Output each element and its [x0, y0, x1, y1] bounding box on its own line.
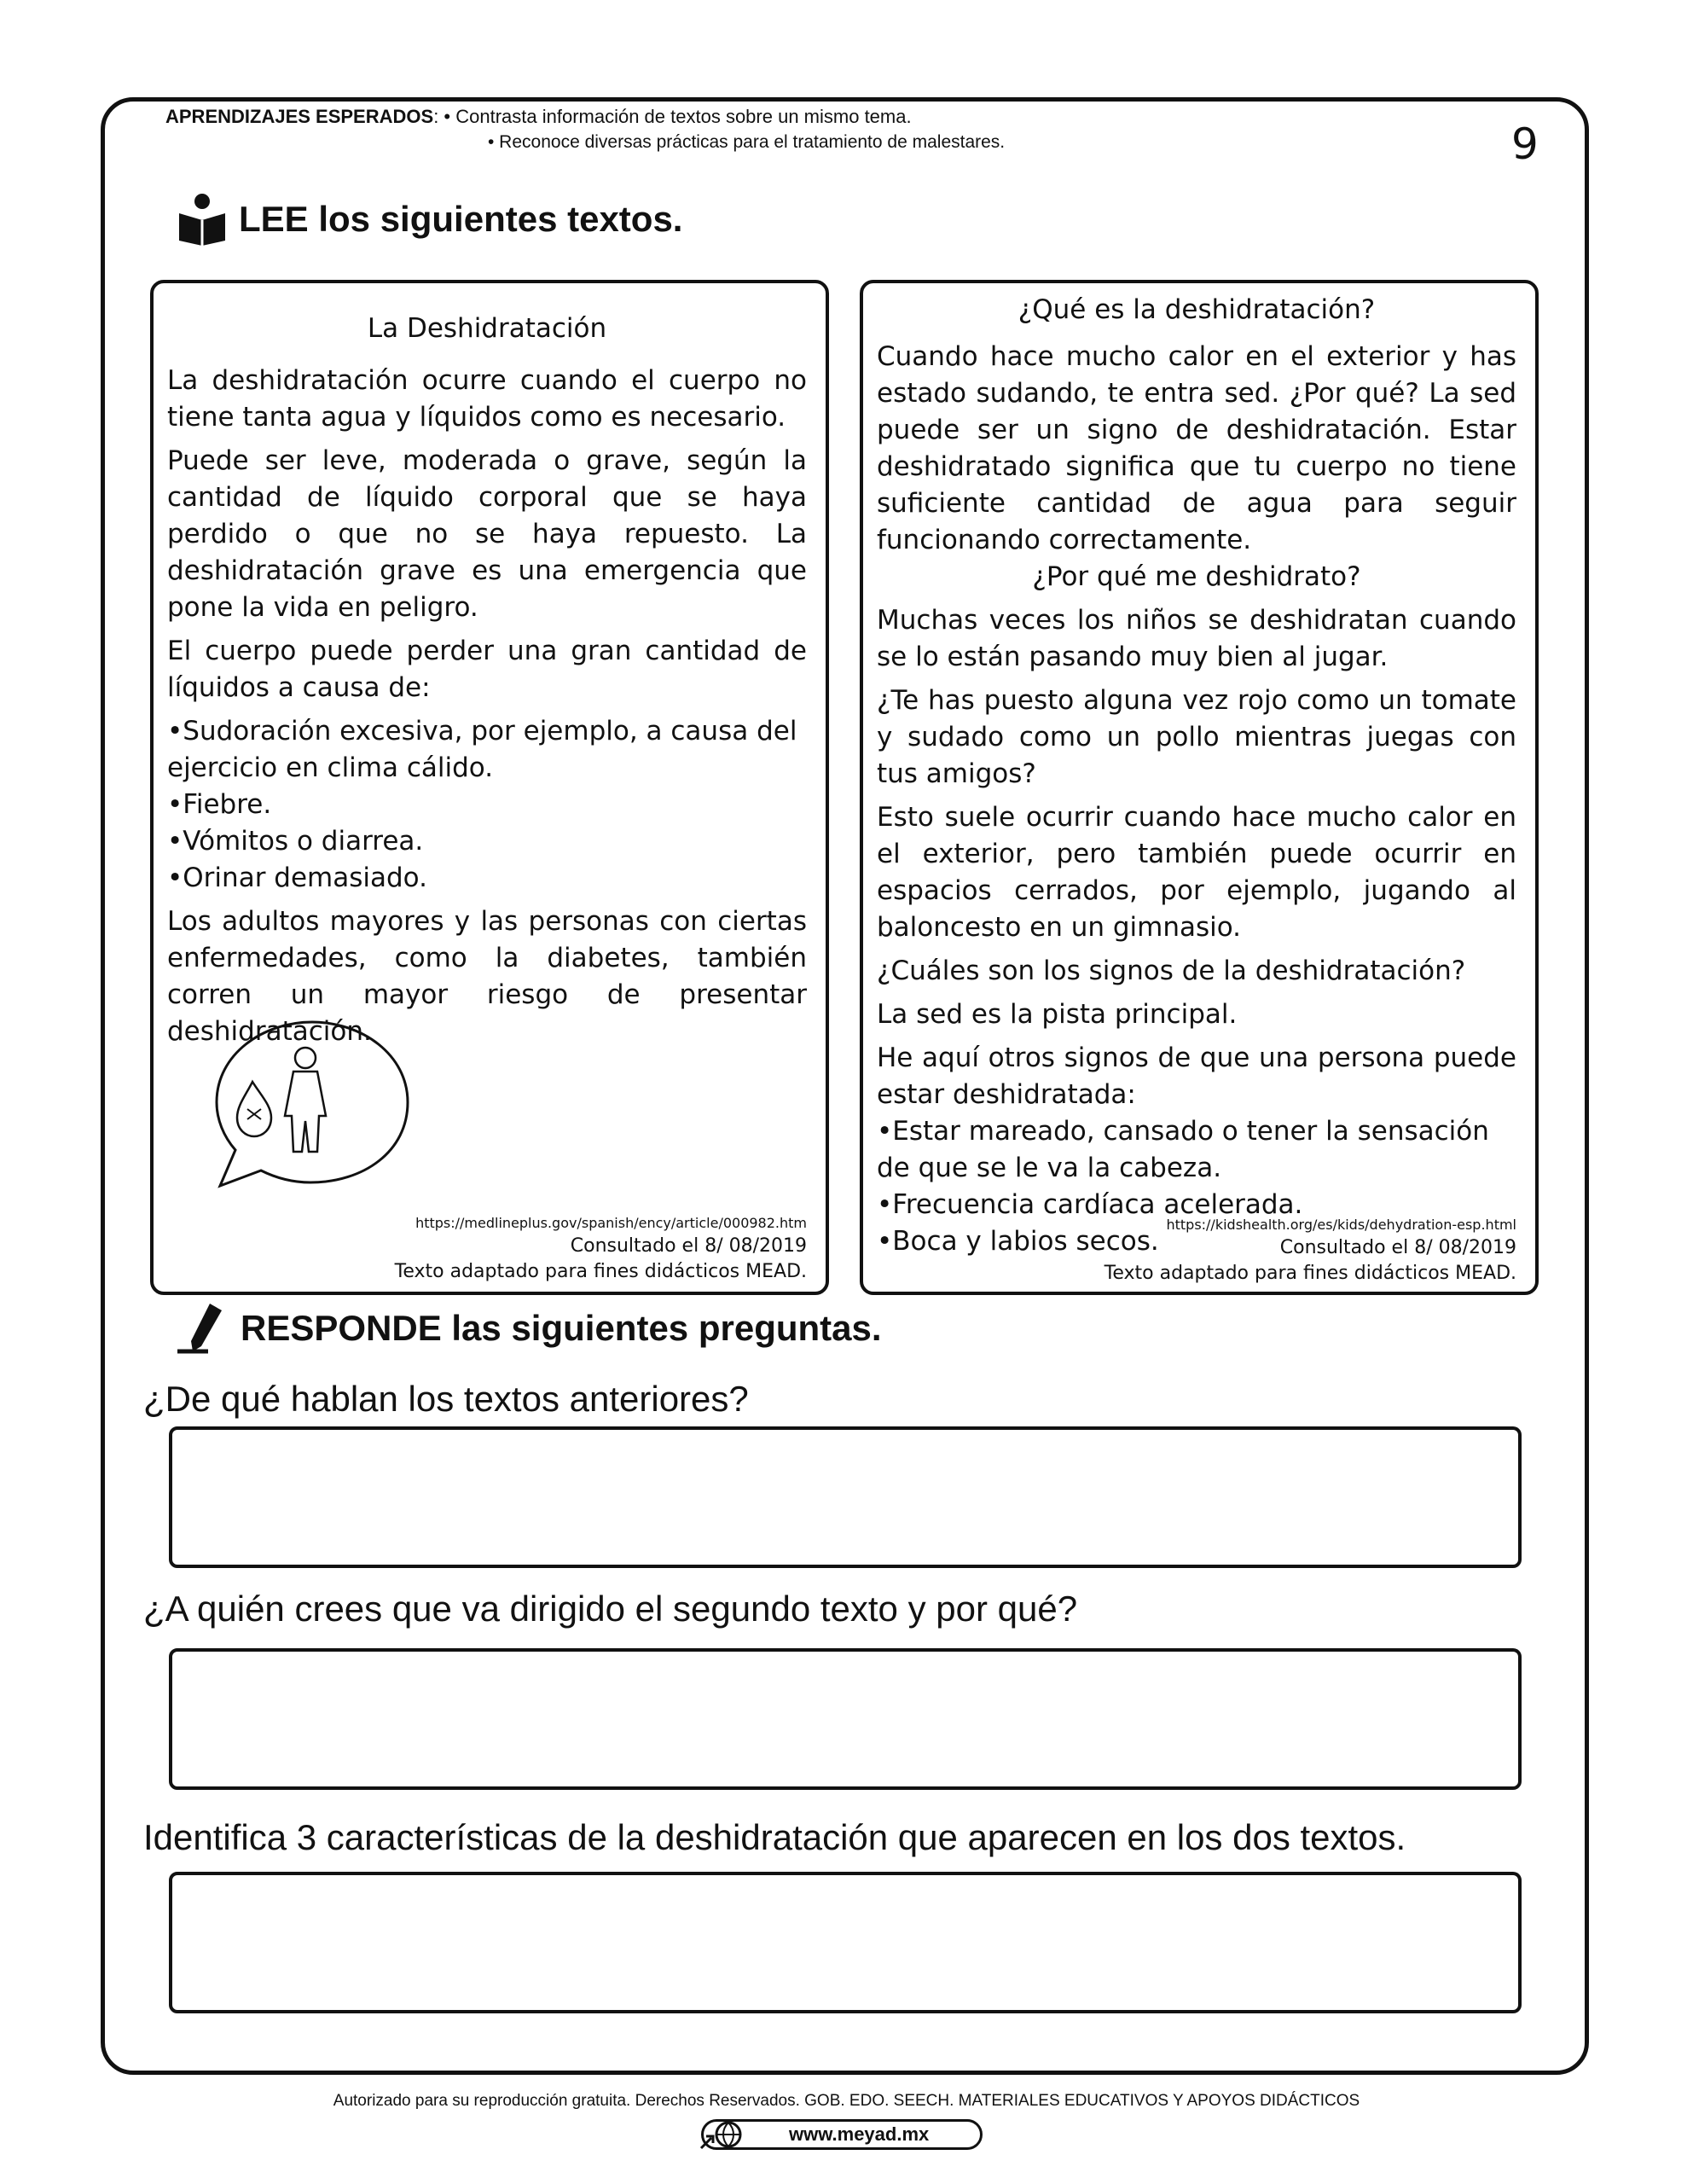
question-3: Identifica 3 características de la deshidratación que aparecen en los dos textos. [143, 1817, 1406, 1857]
text-1-source-url: https://medlineplus.gov/spanish/ency/article/000982.htm [415, 1215, 807, 1231]
text-2-paragraph: He aquí otros signos de que una persona puede estar deshidratada: [877, 1043, 1516, 1110]
text-2-subtitle: ¿Por qué me deshidrato? [1032, 561, 1361, 592]
learning-goal-1: • Contrasta información de textos sobre un mismo tema. [444, 106, 912, 127]
answer-box-3[interactable] [169, 1872, 1522, 2013]
text-2-bullet: •Frecuencia cardíaca acelerada. [877, 1189, 1303, 1220]
text-1-bullet: •Fiebre. [167, 789, 272, 820]
answer-section-label: RESPONDE las siguientes preguntas. [241, 1308, 882, 1348]
text-2-adapted: Texto adaptado para fines didácticos MEAD. [1104, 1263, 1516, 1284]
learning-goals-label: APRENDIZAJES ESPERADOS [165, 106, 434, 127]
text-2-consulted: Consultado el 8/ 08/2019 [1279, 1237, 1516, 1258]
page-number: 9 [1511, 119, 1539, 169]
question-1: ¿De qué hablan los textos anteriores? [143, 1379, 749, 1419]
text-2-paragraph: ¿Te has puesto alguna vez rojo como un tomate y sudado como un pollo mientras juegas con tus amigos? [877, 685, 1516, 789]
text-2-source [877, 1215, 1516, 1287]
footer-rights: Autorizado para su reproducción gratuita. Derechos Reservados. GOB. EDO. SEECH. MATERIALES EDUCATIVOS Y APOYOS DIDÁCTICOS [333, 2092, 1360, 2110]
answer-box-2[interactable] [169, 1648, 1522, 1790]
text-2-paragraph: Esto suele ocurrir cuando hace mucho calor en el exterior, pero también puede ocurrir en espacios cerrados, por ejemplo, jugando al baloncesto en un gimnasio. [877, 802, 1516, 943]
dehydration-illustration [210, 1015, 415, 1194]
learning-goals: APRENDIZAJES ESPERADOS: • Contrasta información de textos sobre un mismo tema. • Reconoce diversas prácticas para el tratamiento de malestares. [165, 104, 1005, 155]
text-1-paragraph: La deshidratación ocurre cuando el cuerpo no tiene tanta agua y líquidos como es necesario. [167, 365, 807, 433]
text-2-paragraph: Muchas veces los niños se deshidratan cuando se lo están pasando muy bien al jugar. [877, 605, 1516, 672]
text-2-bullet: •Boca y labios secos. [877, 1226, 1159, 1257]
text-1-bullet: •Orinar demasiado. [167, 863, 427, 893]
read-section-label: LEE los siguientes textos. [239, 199, 683, 239]
text-2-source-url: https://kidshealth.org/es/kids/dehydration-esp.html [1166, 1217, 1516, 1233]
text-1-bullet: •Sudoración excesiva, por ejemplo, a causa del ejercicio en clima cálido. [167, 716, 797, 783]
text-1-bullet: •Vómitos o diarrea. [167, 826, 424, 857]
text-1-paragraph: Los adultos mayores y las personas con ciertas enfermedades, como la diabetes, también corren un mayor riesgo de presentar deshidratación. [167, 906, 807, 1047]
footer-website[interactable] [699, 2119, 983, 2150]
text-1-source [167, 1213, 807, 1285]
website-link[interactable]: www.meyad.mx [701, 2119, 983, 2150]
text-1 [167, 311, 807, 1057]
text-1-title: La Deshidratación [367, 313, 607, 344]
text-1-consulted: Consultado el 8/ 08/2019 [570, 1235, 807, 1257]
text-1-adapted: Texto adaptado para fines didácticos MEAD. [394, 1261, 807, 1282]
learning-goal-2: • Reconoce diversas prácticas para el tratamiento de malestares. [488, 132, 1006, 152]
text-2-paragraph: La sed es la pista principal. [877, 999, 1238, 1030]
text-2 [877, 292, 1516, 1260]
reading-person-icon [177, 193, 227, 246]
text-2-paragraph: ¿Cuáles son los signos de la deshidratación? [877, 956, 1466, 986]
text-2-paragraph: Cuando hace mucho calor en el exterior y has estado sudando, te entra sed. ¿Por qué? La sed puede ser un signo de deshidratación. Estar deshidratado significa que tu cuerpo no tiene suficiente cantidad de agua para seguir funcionando correctamente. [877, 341, 1516, 555]
question-2: ¿A quién crees que va dirigido el segundo texto y por qué? [143, 1589, 1078, 1629]
pencil-icon [176, 1302, 229, 1355]
answer-section-heading [176, 1302, 882, 1355]
answer-box-1[interactable] [169, 1426, 1522, 1568]
text-2-bullet: •Estar mareado, cansado o tener la sensación de que se le va la cabeza. [877, 1116, 1489, 1183]
text-1-paragraph: El cuerpo puede perder una gran cantidad de líquidos a causa de: [167, 636, 807, 703]
text-2-title: ¿Qué es la deshidratación? [1018, 294, 1376, 325]
globe-cursor-icon [699, 2119, 751, 2150]
text-1-paragraph: Puede ser leve, moderada o grave, según la cantidad de líquido corporal que se haya perdido o que no se haya repuesto. La deshidratación grave es una emergencia que pone la vida en peligro. [167, 445, 807, 623]
read-section-heading [177, 193, 682, 246]
